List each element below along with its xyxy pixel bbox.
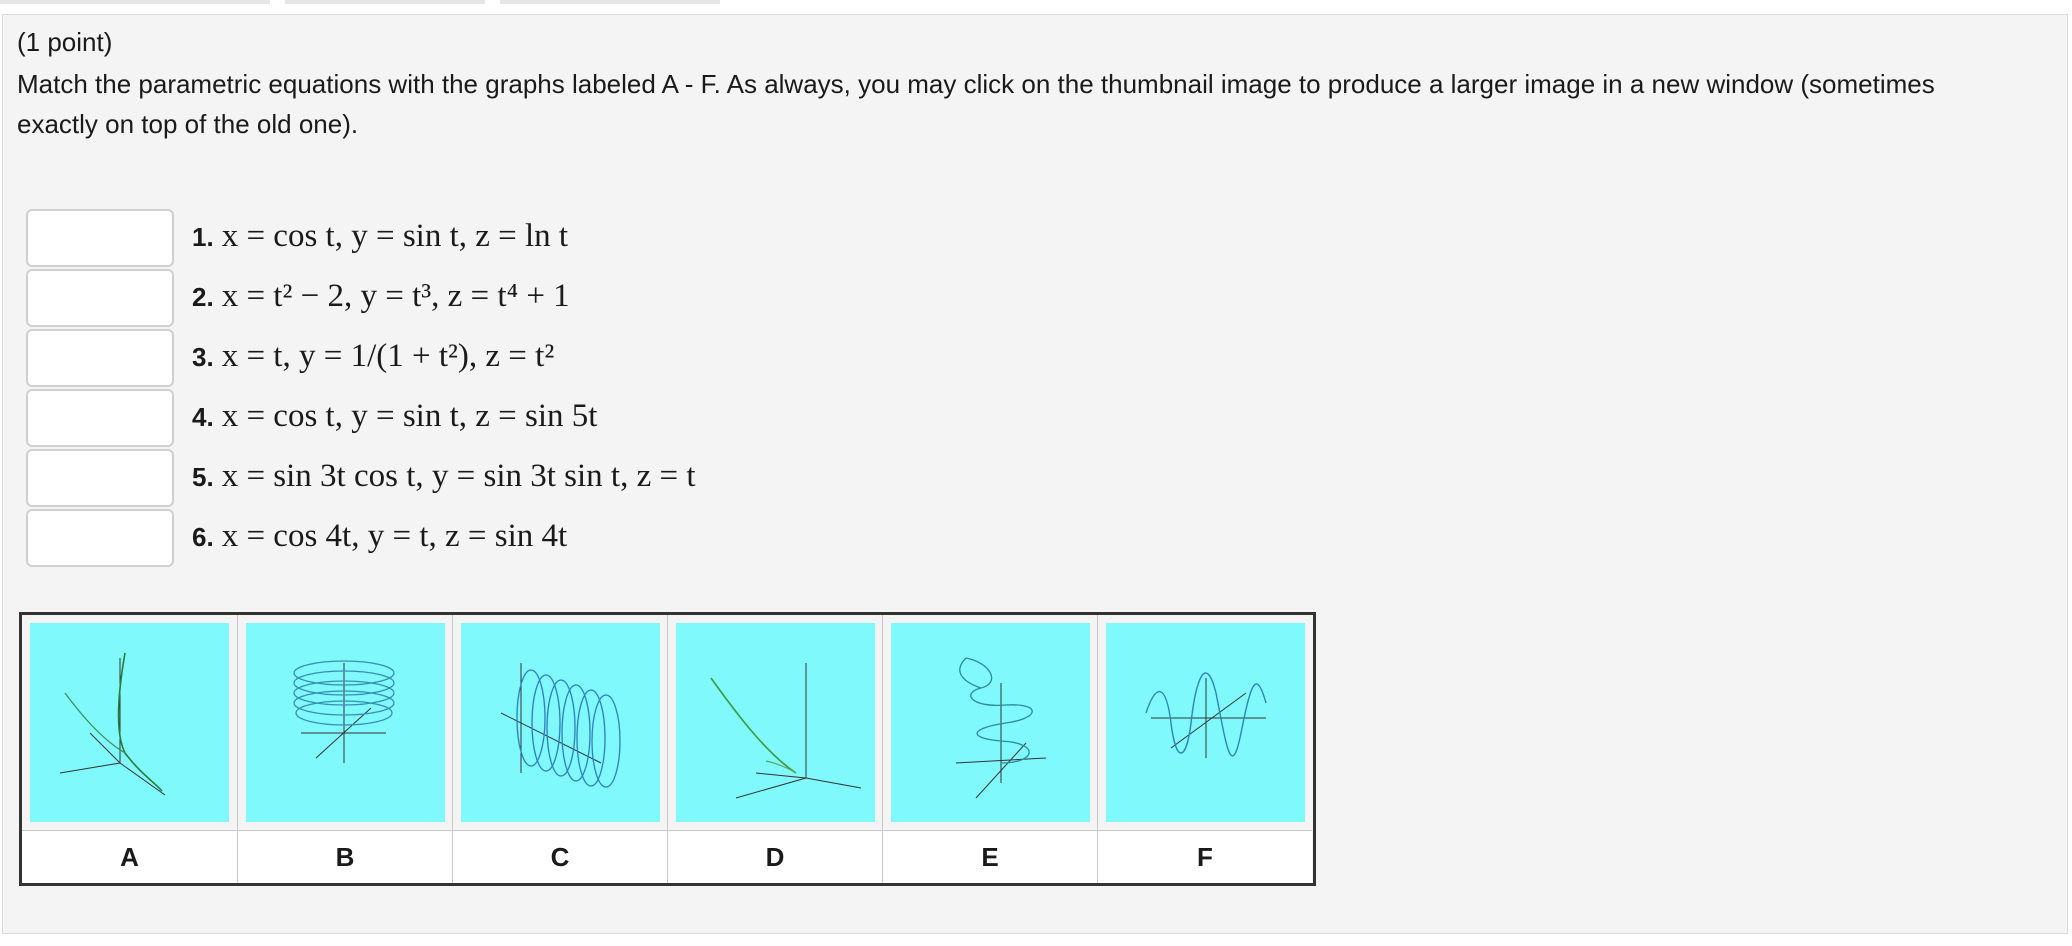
equation-text: x = cos t, y = sin t, z = ln t: [221, 218, 569, 254]
answer-input-1[interactable]: [26, 209, 174, 267]
tab-shadow: [500, 0, 720, 4]
graph-d-plot: [676, 623, 875, 822]
graph-label-b: B: [238, 831, 452, 883]
equation-text: x = sin 3t cos t, y = sin 3t sin t, z = t: [221, 458, 696, 494]
equation: [192, 398, 597, 435]
graph-label-e: E: [883, 831, 1097, 883]
graph-label-a: A: [22, 831, 237, 883]
equation-text: x = cos 4t, y = t, z = sin 4t: [221, 518, 568, 554]
item-number: 5.: [192, 462, 214, 492]
equation: [192, 458, 696, 495]
graph-cell-c: [452, 615, 667, 883]
graph-a-plot: [30, 623, 229, 822]
graph-thumbnail-c[interactable]: [461, 623, 660, 822]
equation: [192, 218, 568, 255]
graph-cell-f: [1097, 615, 1312, 883]
graph-c-plot: [461, 623, 660, 822]
graph-thumbnail-e[interactable]: [891, 623, 1090, 822]
answer-input-6[interactable]: [26, 509, 174, 567]
equation-text: x = cos t, y = sin t, z = sin 5t: [221, 398, 598, 434]
graph-thumbnail-a[interactable]: [30, 623, 229, 822]
graph-f-plot: [1106, 623, 1305, 822]
graph-cell-b: [237, 615, 452, 883]
equation: [192, 278, 570, 315]
graph-thumbnail-f[interactable]: [1106, 623, 1305, 822]
item-number: 1.: [192, 222, 214, 252]
problem-prompt: Match the parametric equations with the graphs labeled A - F. As always, you may click on the thumbnail image to produce a larger image in a new window (sometimes exactly on top of the old one).: [17, 69, 1935, 139]
top-tab-strip: [0, 0, 720, 4]
graph-e-plot: [891, 623, 1090, 822]
equation-text: x = t, y = 1/(1 + t²), z = t²: [221, 338, 555, 374]
graph-label-c: C: [453, 831, 667, 883]
item-number: 2.: [192, 282, 214, 312]
graph-label-d: D: [668, 831, 882, 883]
answer-input-2[interactable]: [26, 269, 174, 327]
graph-cell-e: [882, 615, 1097, 883]
item-number: 6.: [192, 522, 214, 552]
item-number: 4.: [192, 402, 214, 432]
graph-label-f: F: [1098, 831, 1312, 883]
equation: [192, 518, 567, 555]
answer-input-4[interactable]: [26, 389, 174, 447]
item-number: 3.: [192, 342, 214, 372]
graph-cell-a: [22, 615, 237, 883]
graph-thumbnail-b[interactable]: [246, 623, 445, 822]
tab-shadow: [285, 0, 485, 4]
answer-input-5[interactable]: [26, 449, 174, 507]
equation-text: x = t² − 2, y = t³, z = t⁴ + 1: [221, 278, 570, 314]
graph-gallery: [19, 612, 1316, 886]
answer-input-3[interactable]: [26, 329, 174, 387]
tab-shadow: [0, 0, 270, 4]
equation: [192, 338, 554, 375]
graph-b-plot: [246, 623, 445, 822]
graph-thumbnail-d[interactable]: [676, 623, 875, 822]
point-value: (1 point): [17, 27, 113, 57]
graph-cell-d: [667, 615, 882, 883]
